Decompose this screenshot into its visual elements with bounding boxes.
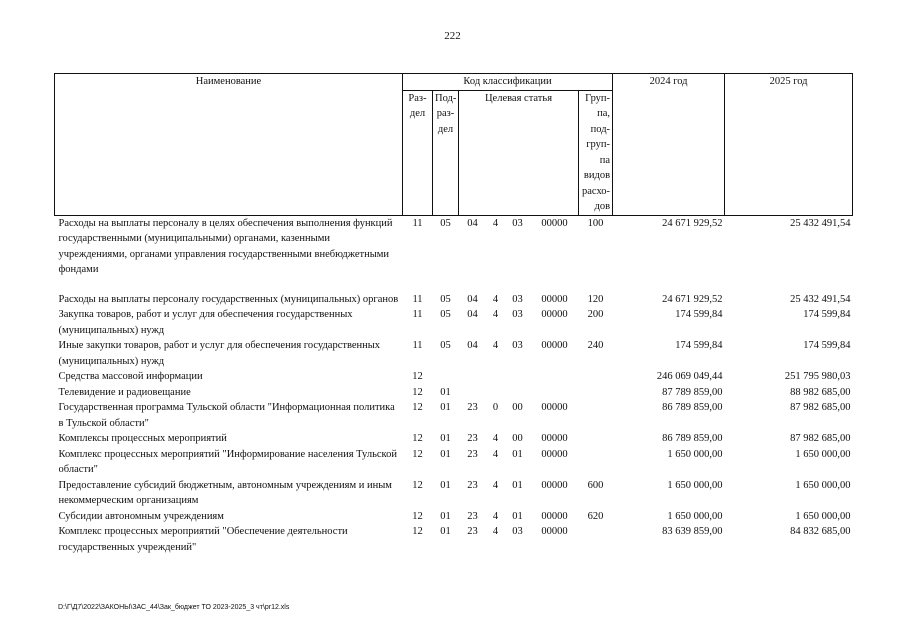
row-cs-program: 23 xyxy=(467,479,478,491)
header-year-2024: 2024 год xyxy=(613,74,725,216)
row-sum-2025: 1 650 000,00 xyxy=(795,448,851,460)
row-sum-2025: 1 650 000,00 xyxy=(795,479,851,491)
row-cs-type: 4 xyxy=(492,526,499,537)
row-cs-direction xyxy=(531,385,579,401)
row-razdel: 11 xyxy=(412,217,423,229)
row-sum-2025: 25 432 491,54 xyxy=(790,217,851,229)
row-razdel: 12 xyxy=(412,448,423,460)
spacer-row xyxy=(55,278,853,292)
row-cs-direction: 00000 xyxy=(541,340,568,351)
row-cs-element: 03 xyxy=(512,526,523,537)
table-row xyxy=(55,524,853,555)
row-podrazdel: 01 xyxy=(440,479,451,491)
row-sum-2024: 83 639 859,00 xyxy=(662,526,723,537)
row-vid-rashodov: 620 xyxy=(587,510,604,522)
row-cs-type: 4 xyxy=(492,510,499,522)
row-name: Средства массовой информации xyxy=(58,371,203,382)
row-cs-direction xyxy=(531,369,579,385)
page-number: 222 xyxy=(444,30,461,42)
row-cs-type: 4 xyxy=(492,293,499,305)
row-vid-rashodov xyxy=(579,431,613,447)
row-sum-2025: 87 982 685,00 xyxy=(790,433,851,444)
row-sum-2024: 1 650 000,00 xyxy=(667,448,723,460)
row-sum-2025: 87 982 685,00 xyxy=(790,402,851,413)
row-vid-rashodov: 200 xyxy=(587,309,604,320)
row-sum-2024: 1 650 000,00 xyxy=(667,479,723,491)
row-sum-2024: 246 069 049,44 xyxy=(656,371,723,382)
row-sum-2024: 86 789 859,00 xyxy=(662,433,723,444)
row-sum-2024: 174 599,84 xyxy=(675,309,723,320)
table-row xyxy=(55,431,853,447)
row-cs-direction: 00000 xyxy=(541,402,568,413)
row-cs-element: 03 xyxy=(512,217,523,229)
row-podrazdel: 05 xyxy=(440,309,451,320)
header-celevaya-statya: Целевая статья xyxy=(459,90,579,215)
budget-table xyxy=(54,73,853,555)
row-cs-direction: 00000 xyxy=(541,510,568,522)
row-cs-element: 03 xyxy=(512,293,523,305)
row-cs-program: 23 xyxy=(467,510,478,522)
row-vid-rashodov xyxy=(579,385,613,401)
row-cs-type xyxy=(487,369,505,385)
row-cs-type: 4 xyxy=(492,479,499,491)
row-vid-rashodov: 100 xyxy=(587,217,604,229)
row-sum-2024: 24 671 929,52 xyxy=(662,293,723,305)
table-row xyxy=(55,478,853,509)
row-vid-rashodov: 120 xyxy=(587,293,604,305)
row-cs-program: 04 xyxy=(467,309,478,320)
row-cs-direction: 00000 xyxy=(541,293,568,305)
row-sum-2024: 24 671 929,52 xyxy=(662,217,723,229)
row-cs-direction: 00000 xyxy=(541,433,568,444)
row-name: Закупка товаров, работ и услуг для обеспечения государственных (муниципальных) нужд xyxy=(58,309,353,336)
row-vid-rashodov: 600 xyxy=(587,479,604,491)
row-cs-element: 01 xyxy=(512,448,523,460)
table-row xyxy=(55,338,853,369)
table-row xyxy=(55,369,853,385)
row-podrazdel: 01 xyxy=(440,386,451,398)
row-cs-program: 04 xyxy=(467,340,478,351)
header-razdel: Раз- дел xyxy=(403,90,433,215)
row-name: Телевидение и радиовещание xyxy=(58,386,191,398)
row-cs-element: 01 xyxy=(512,479,523,491)
row-vid-rashodov xyxy=(579,447,613,478)
table-row xyxy=(55,400,853,431)
row-sum-2025: 88 982 685,00 xyxy=(790,386,851,398)
row-cs-element xyxy=(505,369,531,385)
row-vid-rashodov xyxy=(579,524,613,555)
row-cs-type: 4 xyxy=(492,217,499,229)
row-sum-2024: 87 789 859,00 xyxy=(662,386,723,398)
row-podrazdel: 05 xyxy=(440,217,451,229)
row-name: Иные закупки товаров, работ и услуг для обеспечения государственных (муниципальных) нужд xyxy=(58,340,381,367)
row-cs-direction: 00000 xyxy=(541,526,568,537)
row-sum-2024: 86 789 859,00 xyxy=(662,402,723,413)
row-name: Предоставление субсидий бюджетным, автономным учреждениям и иным некоммерческим организациям xyxy=(58,479,392,506)
row-podrazdel: 01 xyxy=(440,526,451,537)
row-name: Расходы на выплаты персоналу государственных (муниципальных) органов xyxy=(58,293,399,305)
header-name: Наименование xyxy=(55,74,403,216)
row-podrazdel xyxy=(433,369,459,385)
row-cs-type: 4 xyxy=(492,340,499,351)
row-cs-program: 23 xyxy=(467,433,478,444)
row-sum-2025: 1 650 000,00 xyxy=(795,510,851,522)
row-sum-2025: 174 599,84 xyxy=(803,309,851,320)
row-name: Расходы на выплаты персоналу в целях обеспечения выполнения функций государственными (муниципальными) органами, казенными учреждениями, органами управления государственными внебюджетными фондами xyxy=(58,217,393,275)
row-razdel: 12 xyxy=(412,510,423,522)
row-cs-direction: 00000 xyxy=(541,479,568,491)
row-cs-program: 04 xyxy=(467,293,478,305)
row-name: Комплекс процессных мероприятий "Обеспечение деятельности государственных учреждений" xyxy=(58,526,348,553)
row-cs-type xyxy=(487,385,505,401)
table-row xyxy=(55,509,853,525)
row-razdel: 12 xyxy=(412,526,423,537)
row-cs-direction: 00000 xyxy=(541,448,568,460)
row-sum-2025: 251 795 980,03 xyxy=(784,371,851,382)
row-podrazdel: 01 xyxy=(440,510,451,522)
row-podrazdel: 01 xyxy=(440,448,451,460)
row-cs-program: 23 xyxy=(467,448,478,460)
row-podrazdel: 05 xyxy=(440,340,451,351)
row-cs-program: 23 xyxy=(467,402,478,413)
row-podrazdel: 05 xyxy=(440,293,451,305)
row-sum-2024: 174 599,84 xyxy=(675,340,723,351)
row-sum-2024: 1 650 000,00 xyxy=(667,510,723,522)
header-gruppa: Груп- па, под- груп- па видов расхо- дов xyxy=(579,90,613,215)
row-sum-2025: 174 599,84 xyxy=(803,340,851,351)
row-cs-type: 0 xyxy=(492,402,499,413)
row-cs-type: 4 xyxy=(492,433,499,444)
row-name: Комплекс процессных мероприятий "Информирование населения Тульской области" xyxy=(58,448,397,475)
row-cs-element: 01 xyxy=(512,510,523,522)
footer-file-path: D:\Г\Д7\2022\ЗАКОНЫ\ЗАС_44\Зак_бюджет ТО 2023-2025_3 чт\pr12.xls xyxy=(58,604,290,611)
table-row xyxy=(55,447,853,478)
row-name: Субсидии автономным учреждениям xyxy=(58,510,224,522)
row-vid-rashodov xyxy=(579,400,613,431)
row-razdel: 12 xyxy=(412,371,423,382)
row-cs-direction: 00000 xyxy=(541,217,568,229)
header-podrazdel: Под- раз- дел xyxy=(433,90,459,215)
row-vid-rashodov: 240 xyxy=(587,340,604,351)
table-row xyxy=(55,307,853,338)
row-cs-program: 23 xyxy=(467,526,478,537)
row-cs-type: 4 xyxy=(492,309,499,320)
header-code: Код классификации xyxy=(403,74,613,91)
row-cs-element: 00 xyxy=(512,433,523,444)
row-podrazdel: 01 xyxy=(440,402,451,413)
row-cs-element: 00 xyxy=(512,402,523,413)
row-cs-element: 03 xyxy=(512,340,523,351)
row-vid-rashodov xyxy=(579,369,613,385)
row-cs-element xyxy=(505,385,531,401)
row-cs-direction: 00000 xyxy=(541,309,568,320)
row-cs-program: 04 xyxy=(467,217,478,229)
row-podrazdel: 01 xyxy=(440,433,451,444)
row-sum-2025: 25 432 491,54 xyxy=(790,293,851,305)
row-cs-element: 03 xyxy=(512,309,523,320)
row-razdel: 11 xyxy=(412,293,423,305)
row-name: Комплексы процессных мероприятий xyxy=(58,433,227,444)
row-razdel: 12 xyxy=(412,386,423,398)
row-cs-type: 4 xyxy=(492,448,499,460)
row-razdel: 11 xyxy=(412,309,423,320)
row-sum-2025: 84 832 685,00 xyxy=(790,526,851,537)
header-year-2025: 2025 год xyxy=(725,74,853,216)
row-razdel: 11 xyxy=(412,340,423,351)
table-row xyxy=(55,292,853,308)
row-razdel: 12 xyxy=(412,402,423,413)
table-row xyxy=(55,215,853,278)
row-cs-program xyxy=(459,385,487,401)
row-cs-program xyxy=(459,369,487,385)
row-name: Государственная программа Тульской области "Информационная политика в Тульской области" xyxy=(58,402,395,429)
row-razdel: 12 xyxy=(412,479,423,491)
table-row xyxy=(55,385,853,401)
row-razdel: 12 xyxy=(412,433,423,444)
